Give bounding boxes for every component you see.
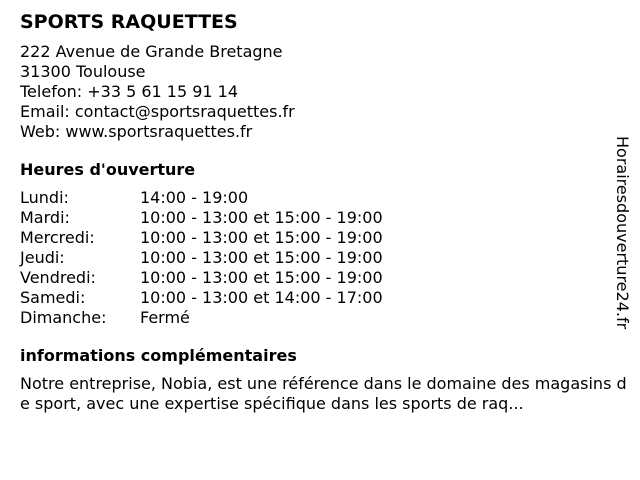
info-heading: informations complémentaires bbox=[20, 346, 297, 365]
site-watermark: Horairesdouverture24.fr bbox=[613, 136, 632, 330]
hours-row-sunday bbox=[20, 308, 618, 328]
phone-line: Telefon: +33 5 61 15 91 14 bbox=[20, 82, 239, 101]
time-range: 10:00 - 13:00 et 15:00 - 19:00 bbox=[140, 268, 383, 287]
street-address: 222 Avenue de Grande Bretagne bbox=[20, 42, 283, 61]
postal-city: 31300 Toulouse bbox=[20, 62, 146, 81]
time-range: 10:00 - 13:00 et 15:00 - 19:00 bbox=[140, 208, 383, 227]
day-label: Mercredi: bbox=[20, 228, 95, 247]
hours-row-monday bbox=[20, 188, 618, 208]
hours-table bbox=[20, 188, 618, 328]
web-line: Web: www.sportsraquettes.fr bbox=[20, 122, 253, 141]
day-label: Lundi: bbox=[20, 188, 69, 207]
time-range: 10:00 - 13:00 et 15:00 - 19:00 bbox=[140, 228, 383, 247]
email-line: Email: contact@sportsraquettes.fr bbox=[20, 102, 295, 121]
hours-row-thursday bbox=[20, 248, 618, 268]
hours-row-wednesday bbox=[20, 228, 618, 248]
hours-row-saturday bbox=[20, 288, 618, 308]
day-label: Samedi: bbox=[20, 288, 86, 307]
day-label: Jeudi: bbox=[20, 248, 65, 267]
day-label: Dimanche: bbox=[20, 308, 107, 327]
time-range: 10:00 - 13:00 et 15:00 - 19:00 bbox=[140, 248, 383, 267]
hours-row-tuesday bbox=[20, 208, 618, 228]
hours-row-friday bbox=[20, 268, 618, 288]
time-range: Fermé bbox=[140, 308, 190, 327]
day-label: Vendredi: bbox=[20, 268, 96, 287]
info-description: Notre entreprise, Nobia, est une référence dans le domaine des magasins de sport, avec une expertise spécifique dans les sports de raq... bbox=[20, 374, 627, 413]
address-block bbox=[20, 42, 618, 142]
business-name: SPORTS RAQUETTES bbox=[20, 11, 238, 33]
time-range: 14:00 - 19:00 bbox=[140, 188, 249, 207]
time-range: 10:00 - 13:00 et 14:00 - 17:00 bbox=[140, 288, 383, 307]
day-label: Mardi: bbox=[20, 208, 70, 227]
hours-heading: Heures d'ouverture bbox=[20, 160, 196, 179]
